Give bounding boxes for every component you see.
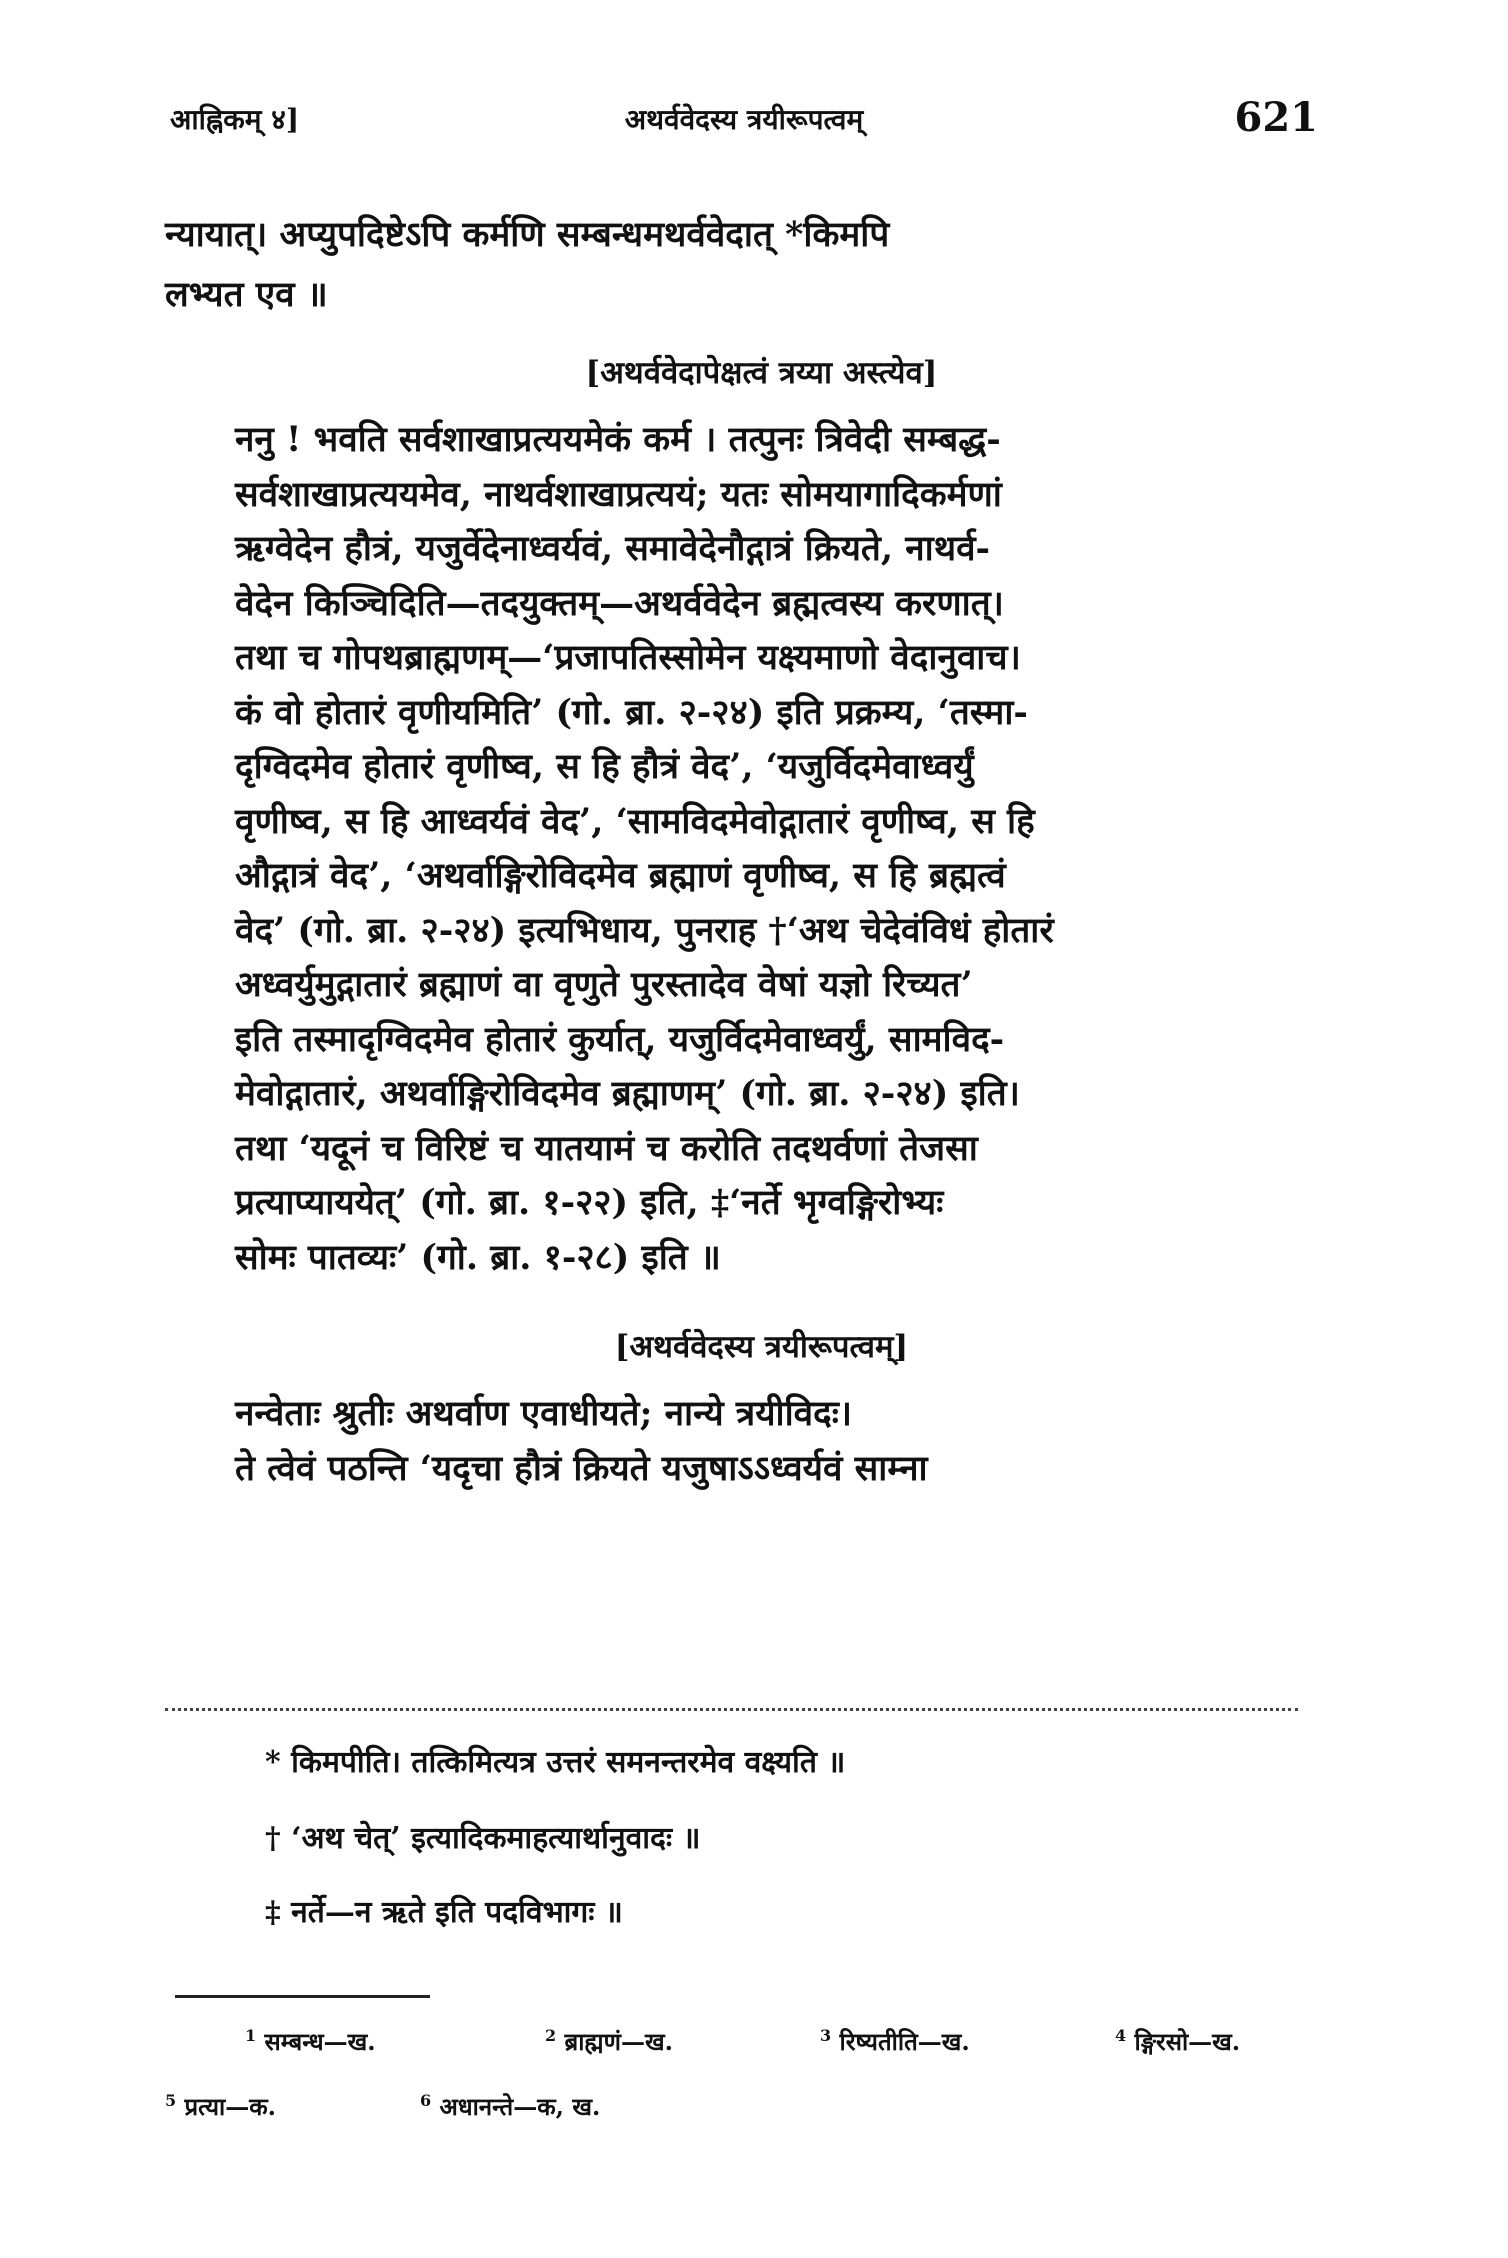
variant-text: रिष्यतीति—ख.	[839, 2027, 970, 2056]
text-line: वेदेन किञ्चिदिति—तदयुक्तम्—अथर्ववेदेन ब्रह्मत्वस्य करणात्।	[235, 582, 1004, 624]
header-left: आह्निकम् ४]	[170, 103, 300, 136]
variant-separator	[175, 1995, 430, 1998]
variant-reading	[165, 2090, 276, 2123]
main-text	[165, 205, 1358, 1496]
variant-reading	[1115, 2025, 1240, 2058]
variant-text: सम्बन्ध—ख.	[264, 2027, 376, 2056]
text-line: दृग्विदमेव होतारं वृणीष्व, स हि हौत्रं वेद’, ‘यजुर्विदमेवाध्वर्युं	[235, 746, 974, 787]
text-line: इति तस्मादृग्विदमेव होतारं कुर्यात्, यजुर्विदमेवाध्वर्युं, सामविद-	[235, 1018, 1005, 1060]
footnote: ‡ नर्ते—न ऋते इति पदविभागः ॥	[265, 1895, 623, 1930]
text-line: अध्वर्युमुद्गातारं ब्रह्माणं वा वृणुते पुरस्तादेव वेषां यज्ञो रिच्यत’	[235, 964, 973, 1005]
variant-text: अधानन्ते—क, ख.	[439, 2092, 601, 2121]
variant-text: प्रत्या—क.	[184, 2092, 277, 2121]
text-line: सोमः पातव्यः’ (गो. ब्रा. १-२८) इति ॥	[235, 1236, 721, 1278]
text-line: कं वो होतारं वृणीयमिति’ (गो. ब्रा. २-२४) इति प्रक्रम्य, ‘तस्मा-	[235, 691, 1028, 733]
variant-number: 1	[245, 2026, 257, 2045]
page-number: 621	[1234, 94, 1318, 141]
variant-number: 5	[165, 2091, 177, 2110]
section-heading-2: [अथर्ववेदस्य त्रयीरूपत्वम्]	[614, 1329, 909, 1365]
text-line: नन्वेताः श्रुतीः अथर्वाण एवाधीयते; नान्ये त्रयीविदः।	[235, 1393, 853, 1434]
variant-reading	[545, 2025, 673, 2058]
running-header	[170, 94, 1318, 150]
paragraph-2	[165, 1387, 1358, 1496]
text-line: मेवोद्गातारं, अथर्वाङ्गिरोविदमेव ब्रह्माणम्’ (गो. ब्रा. २-२४) इति।	[235, 1073, 1020, 1114]
variant-number: 3	[820, 2026, 832, 2045]
text-line: ननु ! भवति सर्वशाखाप्रत्ययमेकं कर्म । तत्पुनः त्रिवेदी सम्बद्ध-	[235, 419, 1001, 460]
variant-number: 4	[1115, 2026, 1127, 2045]
text-line: ते त्वेवं पठन्ति ‘यदृचा हौत्रं क्रियते यजुषाऽऽध्वर्यवं साम्ना	[235, 1447, 928, 1489]
variant-text: ङ्गिरसो—ख.	[1134, 2027, 1241, 2056]
variant-text: ब्राह्मणं—ख.	[564, 2027, 673, 2056]
intro-paragraph	[165, 205, 1358, 325]
variant-reading	[245, 2025, 376, 2058]
text-line: सर्वशाखाप्रत्ययमेव, नाथर्वशाखाप्रत्ययं; यतः सोमयागादिकर्मणां	[235, 473, 1002, 515]
text-line: तथा ‘यदूनं च विरिष्टं च यातयामं च करोति तदथर्वणां तेजसा	[235, 1127, 978, 1169]
text-line: औद्गात्रं वेद’, ‘अथर्वाङ्गिरोविदमेव ब्रह्माणं वृणीष्व, स हि ब्रह्मत्वं	[235, 855, 1006, 896]
text-line: वेद’ (गो. ब्रा. २-२४) इत्यभिधाय, पुनराह †‘अथ चेदेवंविधं होतारं	[235, 909, 1054, 951]
variant-reading	[820, 2025, 970, 2058]
paragraph-1	[165, 413, 1358, 1285]
variant-number: 6	[420, 2091, 432, 2110]
footnote: * किमपीति। तत्किमित्यत्र उत्तरं समनन्तरमेव वक्ष्यति ॥	[265, 1745, 846, 1780]
section-heading-1: [अथर्ववेदापेक्षत्वं त्रय्या अस्त्येव]	[585, 355, 938, 391]
text-line: तथा च गोपथब्राह्मणम्—‘प्रजापतिस्सोमेन यक्ष्यमाणो वेदानुवाच।	[235, 637, 1021, 678]
footnote: † ‘अथ चेत्’ इत्यादिकमाहत्यार्थानुवादः ॥	[265, 1821, 701, 1856]
text-line: न्यायात्। अप्युपदिष्टेऽपि कर्मणि सम्बन्धमथर्ववेदात् *किमपि	[165, 214, 890, 255]
variant-reading	[420, 2090, 600, 2123]
text-line: लभ्यत एव ॥	[165, 274, 328, 315]
text-line: ऋग्वेदेन हौत्रं, यजुर्वेदेनाध्वर्यवं, समावेदेनौद्गात्रं क्रियते, नाथर्व-	[235, 528, 991, 569]
variant-number: 2	[545, 2026, 557, 2045]
text-line: वृणीष्व, स हि आध्वर्यवं वेद’, ‘सामविदमेवोद्गातारं वृणीष्व, स हि	[235, 800, 1035, 842]
header-title: अथर्ववेदस्य त्रयीरूपत्वम्	[624, 103, 864, 136]
text-line: प्रत्याप्याययेत्’ (गो. ब्रा. १-२२) इति, ‡‘नर्ते भृग्वङ्गिरोभ्यः	[235, 1182, 944, 1223]
footnote-separator	[165, 1708, 1298, 1711]
